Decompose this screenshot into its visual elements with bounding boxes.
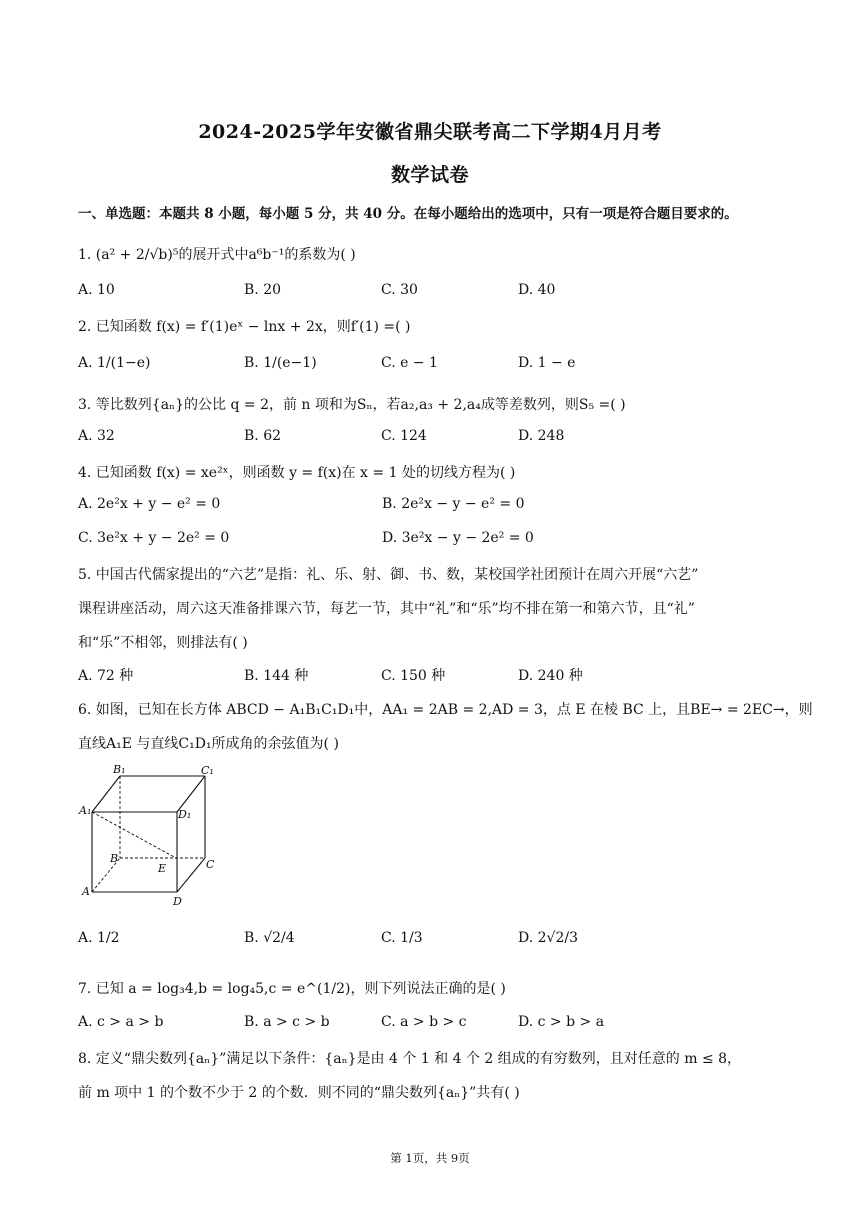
option-c: C. a > b > c [381, 1014, 467, 1030]
question-8-line-2: 前 m 项中 1 的个数不少于 2 的个数．则不同的“鼎尖数列{aₙ}”共有( ) [78, 1085, 520, 1101]
option-d: D. 40 [518, 282, 556, 298]
option-d: D. 2√2/3 [518, 930, 578, 946]
option-a: A. 72 种 [78, 668, 134, 684]
option-c: C. 30 [381, 282, 418, 298]
option-a: A. c > a > b [78, 1014, 164, 1030]
cuboid-diagram [72, 762, 232, 912]
option-b: B. √2/4 [244, 930, 295, 946]
option-b: B. 1/(e−1) [244, 355, 317, 371]
cuboid-figure [72, 762, 232, 916]
option-d: D. 248 [518, 428, 565, 444]
question-7-options [78, 1014, 778, 1034]
question-3-options [78, 428, 778, 448]
option-a: A. 1/2 [78, 930, 120, 946]
label-e: E [158, 862, 167, 875]
question-6-line-1: 6. 如图，已知在长方体 ABCD − A₁B₁C₁D₁中，AA₁ = 2AB = 2,AD = 3，点 E 在棱 BC 上，且BE→ = 2EC→，则 [78, 702, 813, 718]
question-2-options [78, 355, 778, 375]
question-6-options [78, 930, 778, 950]
exam-subtitle: 数学试卷 [390, 164, 469, 186]
edge-a1-b1 [92, 776, 120, 812]
page-footer: 第 1页，共 9页 [390, 1151, 470, 1165]
option-b: B. 62 [244, 428, 282, 444]
option-c: C. 150 种 [381, 668, 446, 684]
edge-d-c [177, 858, 205, 892]
question-1-stem: 1. (a² + 2/√b)⁵的展开式中a⁶b⁻¹的系数为( ) [78, 247, 356, 263]
option-a: A. 10 [78, 282, 115, 298]
label-d1: D₁ [178, 808, 192, 821]
label-a1: A₁ [79, 804, 92, 817]
option-d: D. 3e²x − y − 2e² = 0 [382, 530, 534, 546]
label-d: D [173, 895, 182, 908]
question-5-line-3: 和“乐”不相邻，则排法有( ) [78, 635, 248, 651]
option-b: B. 2e²x − y − e² = 0 [382, 496, 525, 512]
question-5-line-1: 5. 中国古代儒家提出的“六艺”是指：礼、乐、射、御、书、数，某校国学社团预计在周六开展“六艺” [78, 567, 699, 583]
question-4-options-ab [78, 496, 778, 516]
option-d: D. 1 − e [518, 355, 576, 371]
label-b: B [110, 852, 119, 865]
label-a: A [82, 885, 90, 898]
option-b: B. 20 [244, 282, 282, 298]
question-3-stem: 3. 等比数列{aₙ}的公比 q = 2，前 n 项和为Sₙ，若a₂,a₃ + 2,a₄成等差数列，则S₅ =( ) [78, 397, 626, 413]
question-8-line-1: 8. 定义“鼎尖数列{aₙ}”满足以下条件：{aₙ}是由 4 个 1 和 4 个 2 组成的有穷数列，且对任意的 m ≤ 8， [78, 1051, 742, 1067]
section-heading: 一、单选题：本题共 8 小题，每小题 5 分，共 40 分。在每小题给出的选项中，只有一项是符合题目要求的。 [78, 206, 738, 222]
edge-d1-c1 [177, 776, 205, 812]
option-d: D. c > b > a [518, 1014, 605, 1030]
option-a: A. 1/(1−e) [78, 355, 151, 371]
label-b1: B₁ [113, 763, 126, 776]
question-5-options [78, 665, 778, 685]
option-c: C. 124 [381, 428, 427, 444]
option-b: B. a > c > b [244, 1014, 330, 1030]
question-7-stem: 7. 已知 a = log₃4,b = log₄5,c = e^(1/2)，则下列说法正确的是( ) [78, 981, 506, 997]
option-a: A. 2e²x + y − e² = 0 [78, 496, 221, 512]
segment-a1-e [92, 812, 176, 858]
question-6-line-2: 直线A₁E 与直线C₁D₁所成角的余弦值为( ) [78, 736, 339, 752]
exam-title: 2024-2025学年安徽省鼎尖联考高二下学期4月月考 [198, 121, 662, 143]
option-a: A. 32 [78, 428, 115, 444]
question-2-stem: 2. 已知函数 f(x) = f′(1)eˣ − lnx + 2x，则f′(1) =( ) [78, 319, 411, 335]
question-4-stem: 4. 已知函数 f(x) = xe²ˣ，则函数 y = f(x)在 x = 1 处的切线方程为( ) [78, 465, 516, 481]
option-c: C. 3e²x + y − 2e² = 0 [78, 530, 230, 546]
question-4-options-cd [78, 530, 778, 550]
option-d: D. 240 种 [518, 668, 583, 684]
option-c: C. e − 1 [381, 355, 438, 371]
question-5-line-2: 课程讲座活动，周六这天准备排课六节，每艺一节，其中“礼”和“乐”均不排在第一和第六节，且“礼” [78, 601, 695, 617]
label-c: C [206, 858, 215, 871]
option-b: B. 144 种 [244, 668, 309, 684]
option-c: C. 1/3 [381, 930, 423, 946]
question-1-options [78, 282, 778, 302]
label-c1: C₁ [201, 764, 214, 777]
